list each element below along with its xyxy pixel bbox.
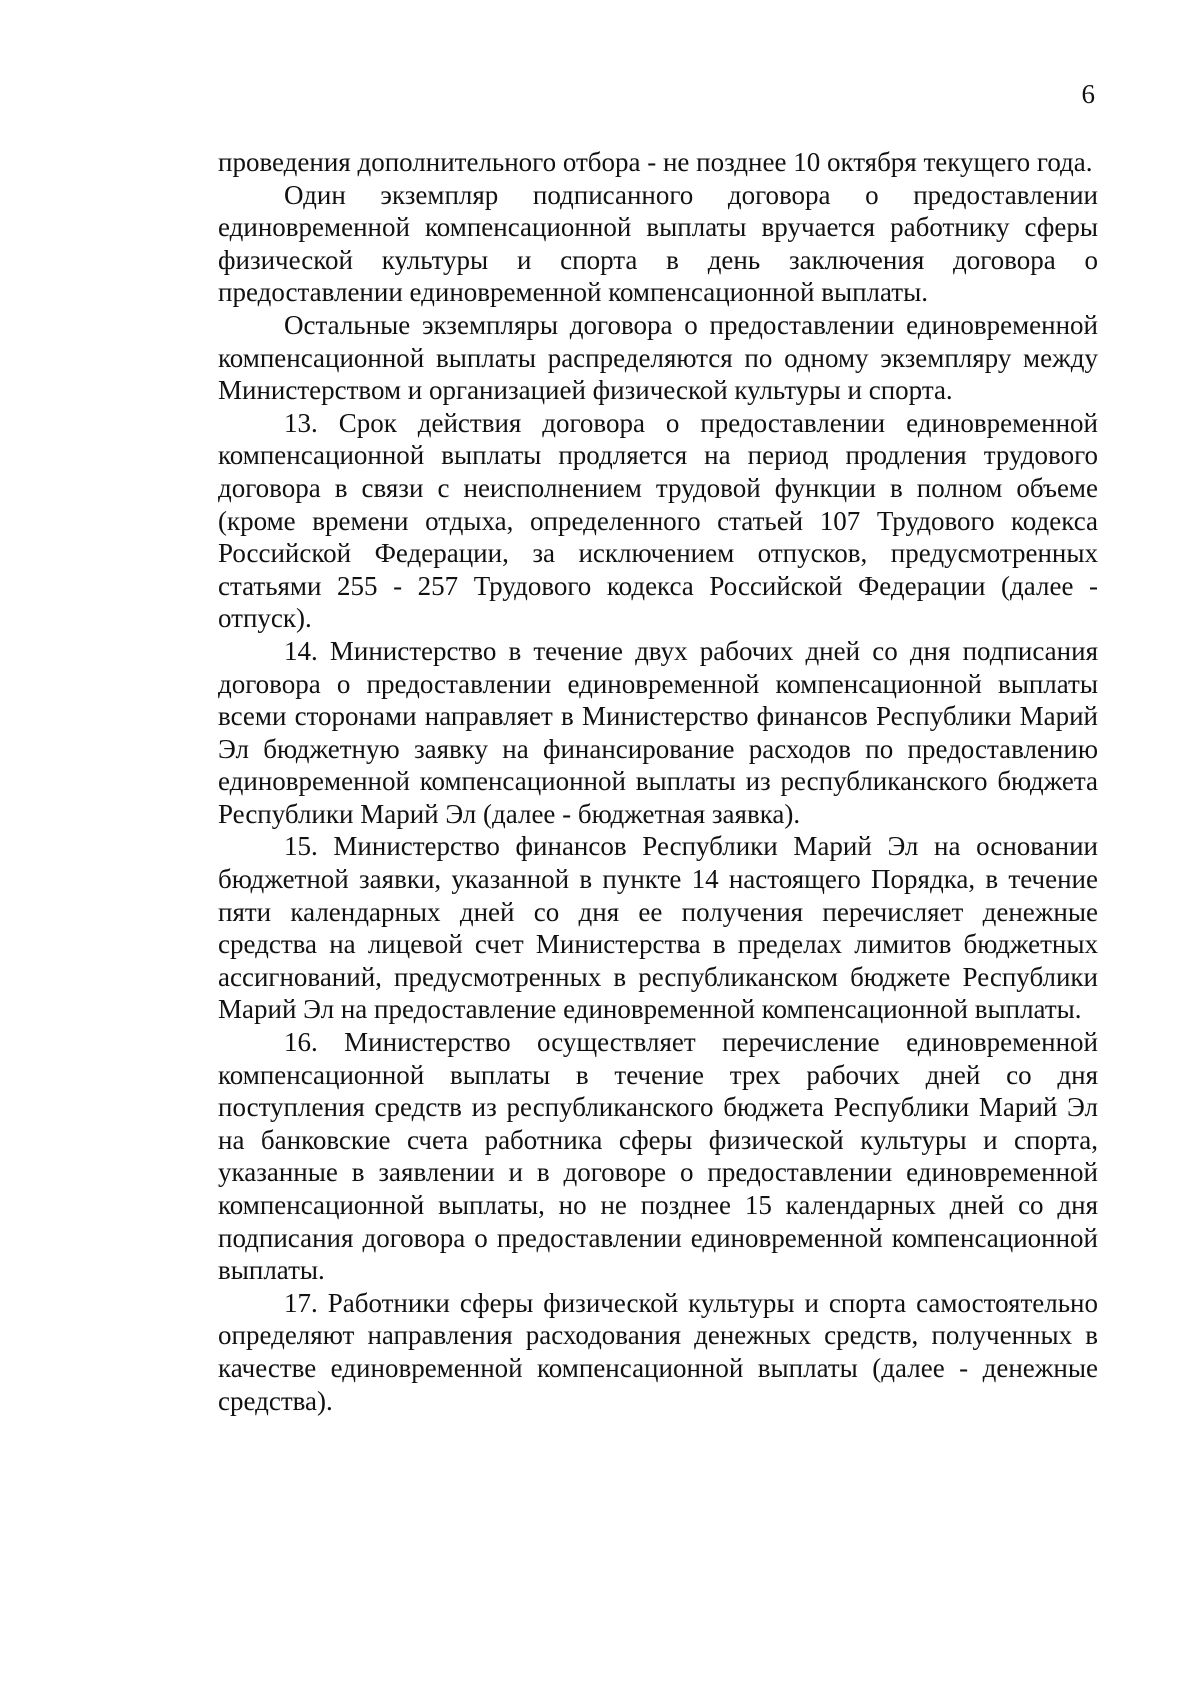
paragraph-item-16: 16. Министерство осуществляет перечисление единовременной компенсационной выплаты в течение трех рабочих дней со дня поступления средств из республиканского бюджета Республики Марий Эл на банковские счета работника сферы физической культуры и спорта, указанные в заявлении и в договоре о предоставлении единовременной компенсационной выплаты, но не позднее 15 календарных дней со дня подписания договора о предоставлении единовременной компенсационной выплаты. <box>218 1027 1098 1286</box>
paragraph-item-14: 14. Министерство в течение двух рабочих дней со дня подписания договора о предоставлении единовременной компенсационной выплаты всеми сторонами направляет в Министерство финансов Республики Марий Эл бюджетную заявку на финансирование расходов по предоставлению единовременной компенсационной выплаты из республиканского бюджета Республики Марий Эл (далее - бюджетная заявка). <box>218 635 1098 829</box>
paragraph-item-15: 15. Министерство финансов Республики Марий Эл на основании бюджетной заявки, указанной в пункте 14 настоящего Порядка, в течение пяти календарных дней со дня ее получения перечисляет денежные средства на лицевой счет Министерства в пределах лимитов бюджетных ассигнований, предусмотренных в республиканском бюджете Республики Марий Эл на предоставление единовременной компенсационной выплаты. <box>218 831 1098 1025</box>
document-body <box>218 146 1098 1417</box>
paragraph-item-17: 17. Работники сферы физической культуры и спорта самостоятельно определяют направления расходования денежных средств, полученных в качестве единовременной компенсационной выплаты (далее - денежные средства). <box>218 1287 1098 1416</box>
paragraph-remaining-copies: Остальные экземпляры договора о предоставлении единовременной компенсационной выплаты распределяются по одному экземпляру между Министерством и организацией физической культуры и спорта. <box>218 309 1098 406</box>
paragraph-item-13: 13. Срок действия договора о предоставлении единовременной компенсационной выплаты продляется на период продления трудового договора в связи с неисполнением трудовой функции в полном объеме (кроме времени отдыха, определенного статьей 107 Трудового кодекса Российской Федерации, за исключением отпусков, предусмотренных статьями 255 - 257 Трудового кодекса Российской Федерации (далее - отпуск). <box>218 407 1098 634</box>
paragraph-continuation: проведения дополнительного отбора - не позднее 10 октября текущего года. <box>218 147 1093 177</box>
paragraph-contract-copy: Один экземпляр подписанного договора о предоставлении единовременной компенсационной выплаты вручается работнику сферы физической культуры и спорта в день заключения договора о предоставлении единовременной компенсационной выплаты. <box>218 179 1098 308</box>
page-number: 6 <box>1081 79 1095 109</box>
